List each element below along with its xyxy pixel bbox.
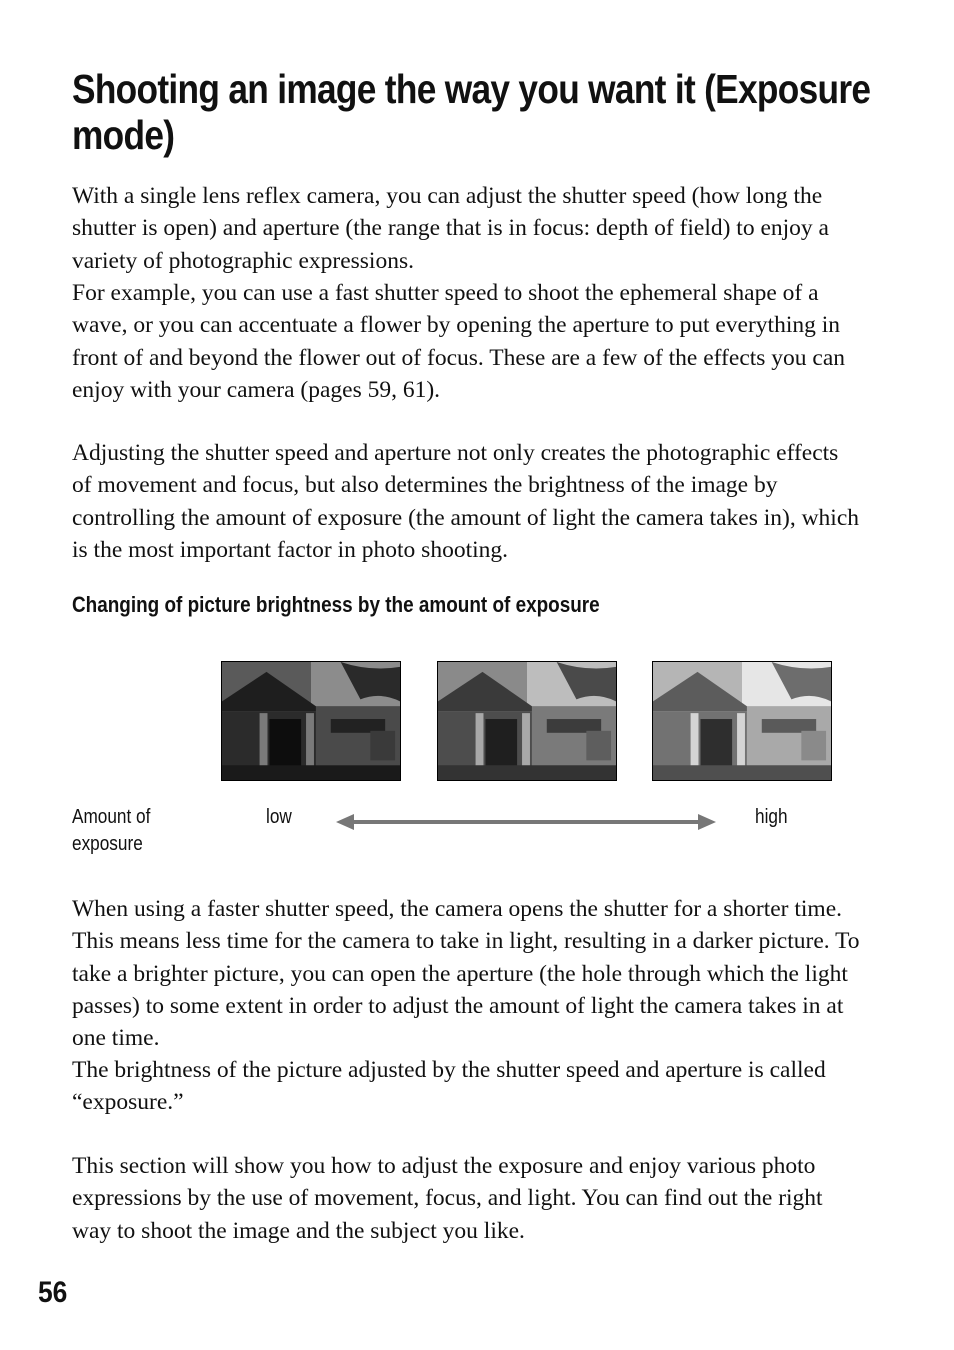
house-photo-dark [222,662,400,780]
adjusting-paragraph: Adjusting the shutter speed and aperture not only creates the photographic effects of movement and focus, but also determines the brightness of the image by controlling the amount of exposure (the amount of light the camera takes in), which is the most important factor in photo shooting. [72,440,860,563]
low-label: low [266,806,292,828]
exposure-definition-paragraph: The brightness of the picture adjusted by the shutter speed and aperture is called “exposure.” [72,1057,826,1116]
section-summary-paragraph: This section will show you how to adjust the exposure and enjoy various photo expressions by the use of movement, focus, and light. You can find out the right way to shoot the image and the subject you like. [72,1153,823,1244]
page-title: Shooting an image the way you want it (Exposure mode) [72,66,871,158]
photo-high-exposure [652,661,832,781]
house-photo-medium [438,662,616,780]
shutter-paragraph: When using a faster shutter speed, the camera opens the shutter for a shorter time. This means less time for the camera to take in light, resulting in a darker picture. To take a brighter picture, you can open the aperture (the hole through which the light passes) to some extent in order to adjust the amount of light the camera takes in at one time. [72,896,860,1052]
page-number: 56 [38,1276,68,1309]
axis-label: Amount of exposure [72,806,151,855]
high-label: high [755,806,788,828]
double-arrow-icon [336,810,716,834]
photo-medium-exposure [437,661,617,781]
section-subheading: Changing of picture brightness by the amount of exposure [72,592,600,617]
example-paragraph: For example, you can use a fast shutter speed to shoot the ephemeral shape of a wave, or you can accentuate a flower by opening the aperture to put everything in front of and beyond the flower out of focus. These are a few of the effects you can enjoy with your camera (pages 59, 61). [72,280,846,403]
intro-paragraph: With a single lens reflex camera, you can adjust the shutter speed (how long the shutter is open) and aperture (the range that is in focus: depth of field) to enjoy a variety of photographic expressions. [72,183,829,274]
photo-low-exposure [221,661,401,781]
house-photo-bright [653,662,831,780]
